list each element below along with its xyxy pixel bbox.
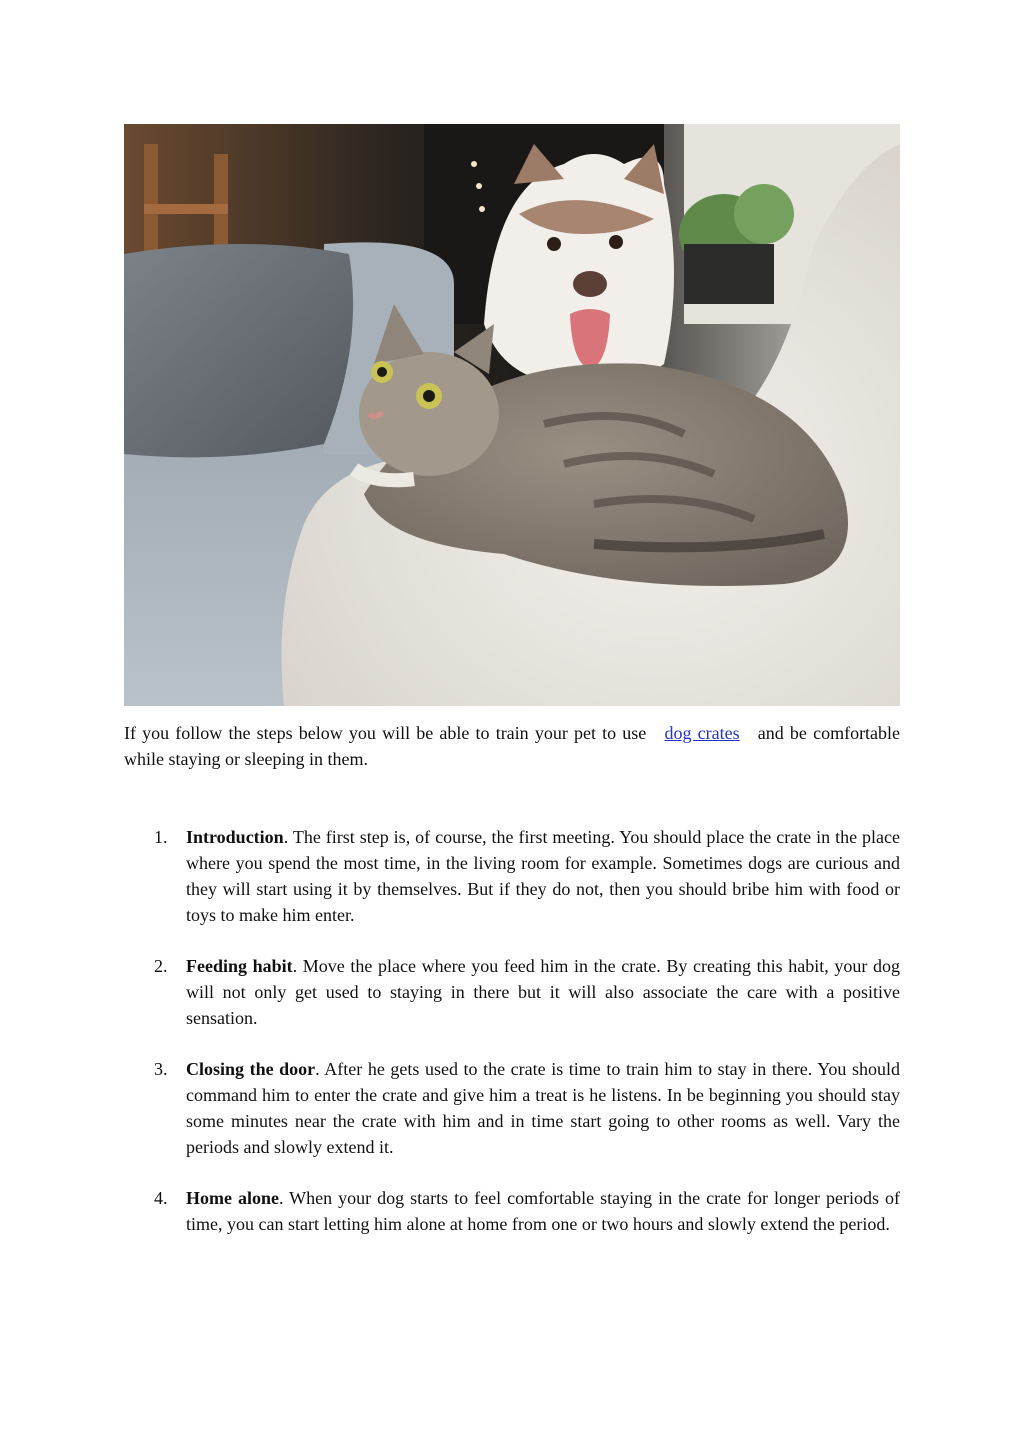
step-text: . Move the place where you feed him in the crate. By creating this habit, your dog will not only get used to staying in there but it will also associate the care with a positive sensation. — [186, 956, 900, 1028]
step-title: Introduction — [186, 827, 284, 847]
list-item — [124, 824, 900, 928]
photo-illustration — [124, 124, 900, 706]
intro-text-before-link: If you follow the steps below you will be able to train your pet to use — [124, 723, 647, 743]
step-text: . When your dog starts to feel comfortable staying in the crate for longer periods of time, you can start letting him alone at home from one or two hours and slowly extend the period. — [186, 1188, 900, 1234]
step-number: 1. — [154, 827, 168, 847]
step-title: Feeding habit — [186, 956, 293, 976]
step-text: . The first step is, of course, the first meeting. You should place the crate in the place where you spend the most time, in the living room for example. Sometimes dogs are curious and they will start using it by themselves. But if they do not, then you should bribe him with food or toys to make him enter. — [186, 827, 900, 925]
step-number: 4. — [154, 1188, 168, 1208]
list-item — [124, 1185, 900, 1237]
list-item — [124, 953, 900, 1031]
step-title: Closing the door — [186, 1059, 316, 1079]
intro-paragraph — [124, 720, 900, 772]
step-number: 2. — [154, 956, 168, 976]
dog-crates-link[interactable]: dog crates — [664, 723, 740, 743]
step-title: Home alone — [186, 1188, 279, 1208]
step-text: . After he gets used to the crate is time to train him to stay in there. You should command him to enter the crate and give him a treat is he listens. In be beginning you should stay some minutes near the crate with him and in time start going to other rooms as well. Vary the periods and slowly extend it. — [186, 1059, 900, 1157]
intro-text-after-link: and be comfortable while staying or sleeping in them. — [124, 723, 901, 769]
list-item — [124, 1056, 900, 1160]
steps-list — [124, 824, 900, 1262]
step-number: 3. — [154, 1059, 168, 1079]
cat-and-dog-photo — [124, 124, 900, 706]
